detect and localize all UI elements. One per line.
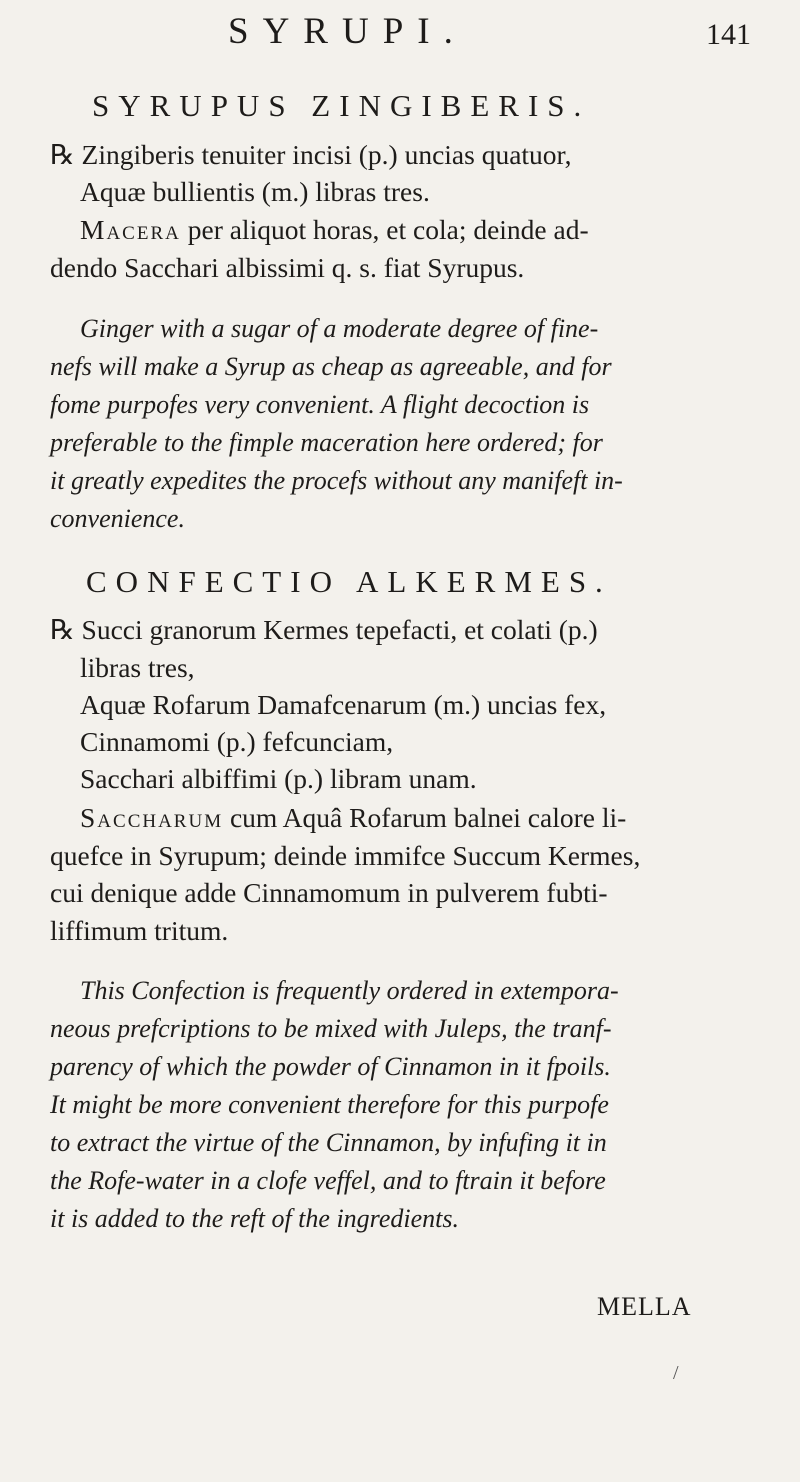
note-line: to extract the virtue of the Cinnamon, by infufing it in [50, 1128, 607, 1157]
note-line: fome purpofes very convenient. A flight decoction is [50, 390, 590, 419]
method-text: per aliquot horas, et cola; deinde ad- [180, 214, 589, 245]
method-line [80, 802, 626, 834]
note-line: preferable to the fimple maceration here ordered; for [50, 428, 603, 457]
note-line: nefs will make a Syrup as cheap as agreeable, and for [50, 352, 612, 381]
method-line [80, 214, 589, 246]
running-title: SYRUPI. [228, 11, 467, 52]
recipe-line: Aquæ Rofarum Damafcenarum (m.) uncias fex, [80, 689, 607, 720]
note-line: It might be more convenient therefore for this purpofe [50, 1090, 609, 1119]
note-line: it is added to the reft of the ingredients. [50, 1204, 459, 1233]
note-line: This Confection is frequently ordered in extempora- [80, 976, 619, 1005]
note-line: the Rofe-water in a clofe veffel, and to ftrain it before [50, 1166, 606, 1195]
stray-mark: / [673, 1362, 679, 1384]
section-title-confectio-alkermes: CONFECTIO ALKERMES. [86, 564, 612, 599]
method-line: liffimum tritum. [50, 915, 229, 946]
method-text: cum Aquâ Rofarum balnei calore li- [223, 802, 627, 833]
recipe-line: ℞ Succi granorum Kermes tepefacti, et colati (p.) [50, 614, 598, 645]
method-line: dendo Sacchari albissimi q. s. fiat Syrupus. [50, 252, 525, 283]
recipe-line: Aquæ bullientis (m.) libras tres. [80, 176, 430, 207]
note-line: neous prefcriptions to be mixed with Juleps, the tranf- [50, 1014, 612, 1043]
note-line: it greatly expedites the procefs without any manifeft in- [50, 466, 623, 495]
recipe-line: libras tres, [80, 652, 195, 683]
method-line: quefce in Syrupum; deinde immifce Succum Kermes, [50, 840, 641, 871]
catchword: MELLA [597, 1292, 692, 1321]
recipe-line: ℞ Zingiberis tenuiter incisi (p.) uncias quatuor, [50, 139, 572, 170]
recipe-line: Sacchari albiffimi (p.) libram unam. [80, 763, 477, 794]
note-line: Ginger with a sugar of a moderate degree of fine- [80, 314, 599, 343]
note-line: convenience. [50, 504, 185, 533]
note-line: parency of which the powder of Cinnamon in it fpoils. [50, 1052, 611, 1081]
section-title-syrupus-zingiberis: SYRUPUS ZINGIBERIS. [92, 88, 591, 123]
page-number: 141 [706, 18, 751, 51]
method-line: cui denique adde Cinnamomum in pulverem fubti- [50, 877, 608, 908]
method-keyword: Saccharum [80, 802, 224, 833]
recipe-line: Cinnamomi (p.) fefcunciam, [80, 726, 394, 757]
method-keyword: Macera [80, 214, 181, 245]
